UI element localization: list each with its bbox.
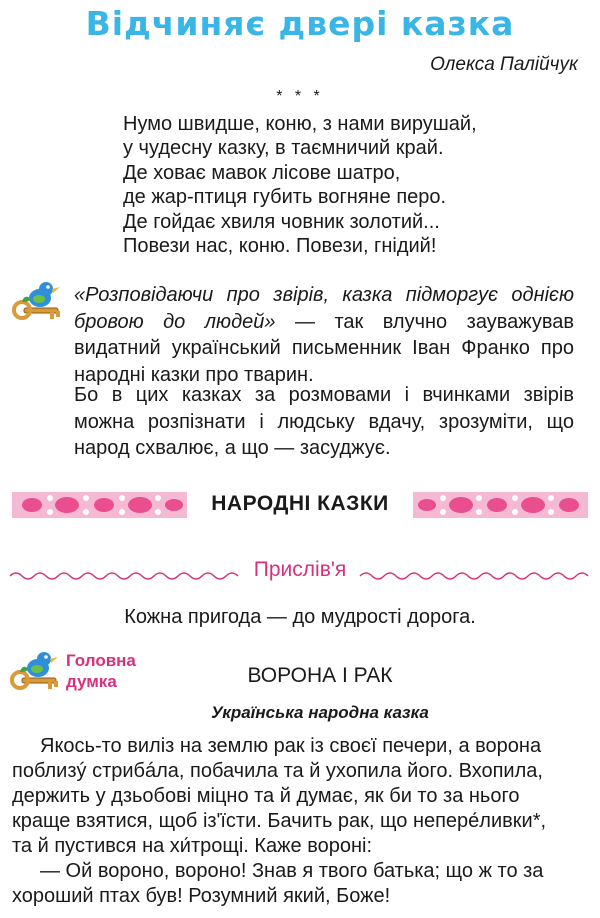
main-idea-line: Головна [66, 651, 136, 670]
story-line: хороший птах був! Розумний який, Боже! [12, 885, 391, 907]
intro-paragraph [74, 282, 574, 388]
ornament-left [12, 492, 187, 518]
story-line: держить у дзьобові міцно та й думає, як би то за нього [12, 785, 520, 807]
story-line: краще взятися, щоб із'їсти. Бачить рак, що непере́ливки*, [12, 810, 547, 832]
section-title: НАРОДНІ КАЗКИ [211, 492, 389, 515]
poem [123, 112, 477, 258]
poem-line: Де гойдає хвиля човник золотий... [123, 210, 440, 233]
poem-line: Повези нас, коню. Повези, гнідий! [123, 235, 437, 258]
intro-text: — так влучно зауважував видатний український письменник Іван Франко про народні казки про тварин. [74, 310, 574, 386]
story-subtitle: Українська народна казка [211, 703, 429, 722]
poem-line: де жар-птиця губить вогняне перо. [123, 186, 447, 209]
story-line: — Ой вороно, вороно! Знав я твого батька; що ж то за [40, 860, 544, 882]
stars-divider: * * * [276, 88, 324, 105]
poem-line: Нумо швидше, коню, з нами вирушай, [123, 113, 477, 135]
proverb-text: Кожна пригода — до мудрості дорога. [124, 606, 476, 628]
author-name: Олекса Палійчук [430, 54, 578, 75]
page-title: Відчиняє двері казка [85, 4, 515, 43]
story-title: ВОРОНА І РАК [247, 664, 393, 687]
intro-paragraph-2: Бо в цих казках за розмовами і вчинками звірів можна розпізнати і людську вдачу, зрозуміти, що народ схвалює, а що — засуджує. [74, 384, 574, 459]
bird-on-key-icon [10, 278, 64, 326]
story-line: поблизý стрибáла, побачила та й ухопила його. Вхопила, [12, 760, 543, 782]
proverb-label: Прислів'я [253, 558, 347, 581]
section-banner [10, 484, 590, 528]
story-line: та й пустився на хи́трощі. Каже вороні: [12, 835, 373, 857]
ornament-right [413, 492, 588, 518]
poem-line: Де ховає мавок лісове шатро, [123, 161, 401, 184]
story-text [12, 734, 590, 909]
main-idea-line: думка [66, 672, 117, 691]
story-line: Якось-то виліз на землю рак із своєї печери, а ворона [40, 735, 542, 757]
poem-line: у чудесну казку, в таємничий край. [123, 137, 444, 160]
franko-quote: «Розповідаючи про звірів, казка підморгує однією бровою до людей» [74, 284, 574, 333]
